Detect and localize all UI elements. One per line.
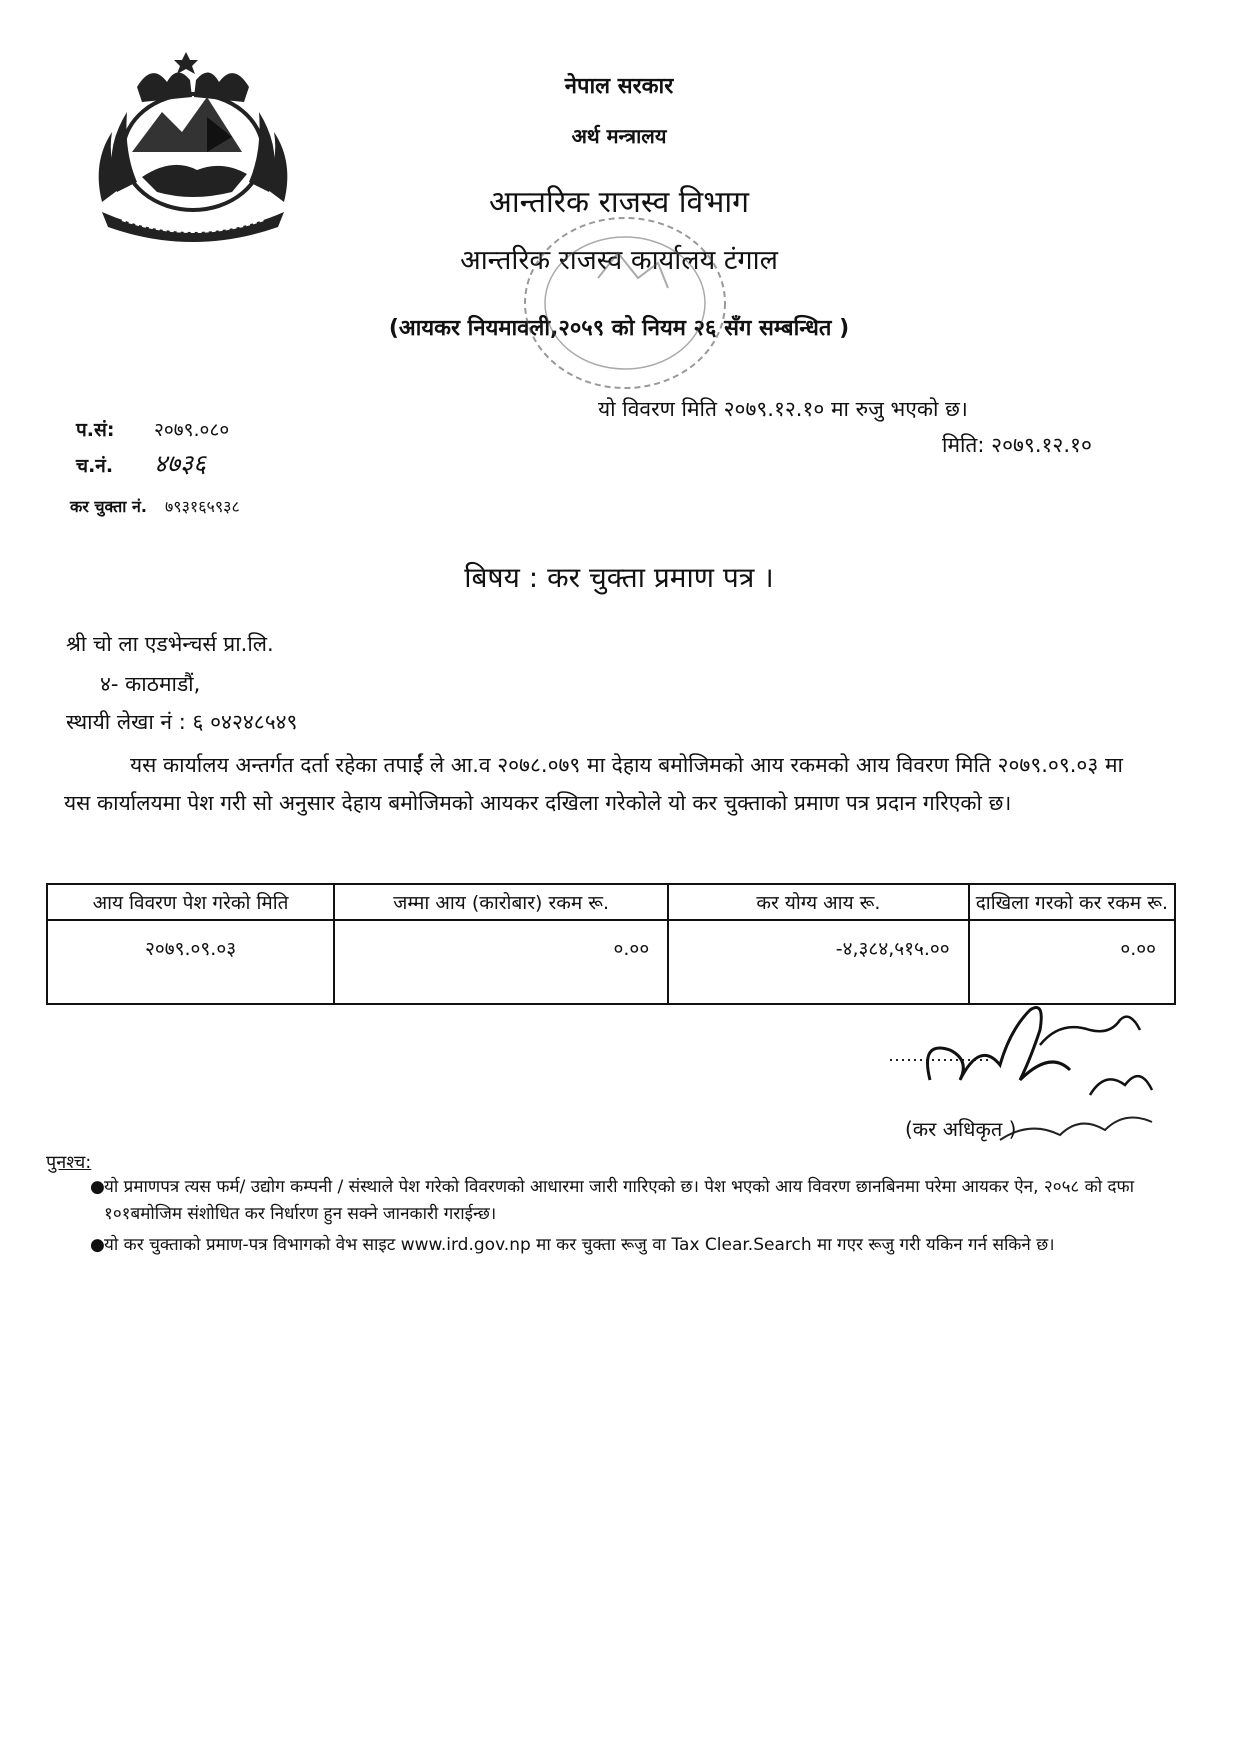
department-name: आन्तरिक राजस्व विभाग bbox=[488, 185, 749, 220]
officer-label: (कर अधिकृत ) bbox=[905, 1117, 1017, 1141]
cn-label: च.नं. bbox=[76, 455, 114, 477]
ps-value: २०७९.०८० bbox=[154, 419, 230, 441]
cell-tax-paid: ०.०० bbox=[969, 920, 1175, 1004]
col-taxable-income: कर योग्य आय रू. bbox=[668, 884, 968, 920]
registration-note: यो विवरण मिति २०७९.१२.१० मा रुजु भएको छ। bbox=[598, 397, 968, 421]
addressee-city: ४- काठमाडौं, bbox=[100, 672, 201, 696]
body-text: यस कार्यालय अन्तर्गत दर्ता रहेका तपाईं ले आ.व २०७८.०७९ मा देहाय बमोजिमको आय रकमको आय विवरण मिति २०७९.०९.०३ मा यस कार्यालयमा पेश गरी सो अनुसार देहाय बमोजिमको आयकर दखिला गरेकोले यो कर चुक्ताको प्रमाण पत्र प्रदान गरिएको छ। bbox=[64, 753, 1123, 815]
cn-value: ४७३६ bbox=[154, 449, 207, 478]
cell-filing-date: २०७९.०९.०३ bbox=[47, 920, 334, 1004]
certificate-body bbox=[64, 746, 1144, 822]
postscript-note bbox=[90, 1232, 1144, 1259]
table-header-row bbox=[47, 884, 1175, 920]
tax-summary-table bbox=[46, 883, 1176, 1005]
government-name: नेपाल सरकार bbox=[564, 74, 674, 99]
bullet-icon: ● bbox=[90, 1235, 105, 1255]
note-text: यो प्रमाणपत्र त्यस फर्म/ उद्योग कम्पनी / संस्थाले पेश गरेको विवरणको आधारमा जारी गारिएको छ। पेश भएको आय विवरण छानबिनमा परेमा आयकर ऐन, २०५८ को दफा १०१बमोजिम संशोधित कर निर्धारण हुन सक्ने जानकारी गराईन्छ। bbox=[104, 1177, 1135, 1224]
bullet-icon: ● bbox=[90, 1177, 105, 1197]
dispatch-number bbox=[76, 446, 206, 480]
cell-total-income: ०.०० bbox=[334, 920, 668, 1004]
postscript-note bbox=[90, 1174, 1144, 1228]
pan-number: स्थायी लेखा नं : ६ ०४२४८५४९ bbox=[66, 710, 298, 734]
tcn-label: कर चुक्ता नं. bbox=[70, 497, 147, 516]
ps-label: प.सं: bbox=[76, 419, 115, 441]
tax-clearance-number bbox=[70, 495, 240, 517]
col-tax-paid: दाखिला गरको कर रकम रू. bbox=[969, 884, 1175, 920]
office-name: आन्तरिक राजस्व कार्यालय टंगाल bbox=[460, 245, 778, 276]
ministry-name: अर्थ मन्त्रालय bbox=[571, 124, 667, 148]
office-stamp bbox=[518, 208, 733, 398]
note-text: यो कर चुक्ताको प्रमाण-पत्र विभागको वेभ साइट www.ird.gov.np मा कर चुक्ता रूजु वा Tax Clear.Search मा गएर रूजु गरी यकिन गर्न सकिने छ। bbox=[104, 1235, 1055, 1255]
rule-reference: (आयकर नियमावली,२०५९ को नियम २६ सँग सम्बन्धित ) bbox=[388, 316, 850, 341]
col-total-income: जम्मा आय (कारोबार) रकम रू. bbox=[334, 884, 668, 920]
postscript-heading: पुनश्च: bbox=[46, 1152, 92, 1173]
tcn-value: ७९३१६५९३८ bbox=[164, 497, 240, 516]
subject-line: बिषय : कर चुक्ता प्रमाण पत्र । bbox=[464, 561, 774, 594]
addressee-name: श्री चो ला एडभेन्चर्स प्रा.लि. bbox=[66, 632, 274, 656]
col-filing-date: आय विवरण पेश गरेको मिति bbox=[47, 884, 334, 920]
cell-taxable-income: -४,३८४,५१५.०० bbox=[668, 920, 968, 1004]
issue-date: मिति: २०७९.१२.१० bbox=[942, 433, 1092, 457]
reference-number bbox=[76, 416, 229, 442]
